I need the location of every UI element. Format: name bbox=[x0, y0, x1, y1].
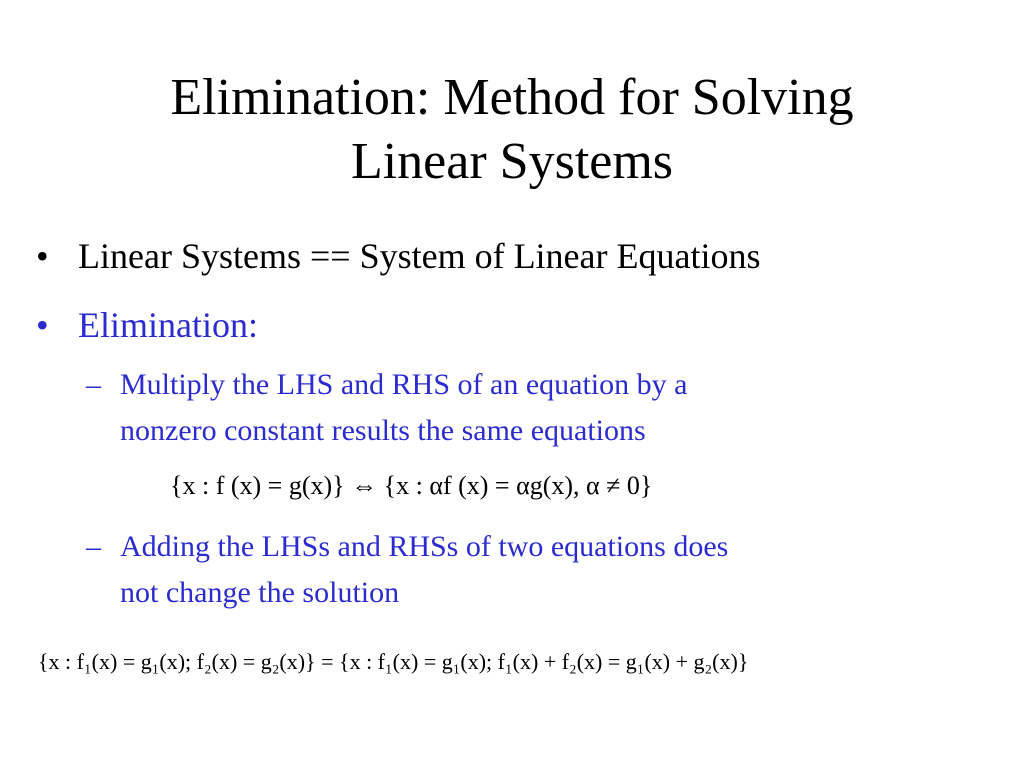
title-line-2: Linear Systems bbox=[350, 133, 674, 190]
bullet-marker: • bbox=[36, 305, 49, 345]
title-line-1: Elimination: Method for Solving bbox=[170, 69, 854, 126]
sub-bullet-line-1: Adding the LHSs and RHSs of two equations does bbox=[120, 530, 729, 563]
sub-bullet-adding bbox=[86, 524, 729, 616]
equation-addition: {x : f₁(x) = g₁(x); f₂(x) = g₂(x)} = {x : f₁(x) = g₁(x); f₁(x) + f₂(x) = g₁(x) + g₂(x)} bbox=[38, 649, 749, 674]
sub-bullet-line-1: Multiply the LHS and RHS of an equation by a bbox=[120, 368, 688, 401]
slide-title bbox=[40, 66, 984, 194]
bullet-elimination bbox=[36, 303, 258, 347]
bullet-marker: • bbox=[36, 236, 49, 276]
bullet-text: Elimination: bbox=[78, 305, 258, 345]
sub-bullet-multiply bbox=[86, 362, 688, 454]
sub-bullet-line-2: not change the solution bbox=[120, 576, 400, 609]
sub-bullet-line-2: nonzero constant results the same equations bbox=[120, 414, 646, 447]
sub-bullet-marker: – bbox=[86, 368, 101, 401]
sub-bullet-marker: – bbox=[86, 530, 101, 563]
bullet-text: Linear Systems == System of Linear Equations bbox=[78, 236, 761, 276]
bullet-linear-systems bbox=[36, 234, 761, 278]
equation-scaling: {x : f (x) = g(x)} ⇔ {x : αf (x) = αg(x), α ≠ 0} bbox=[170, 471, 653, 500]
